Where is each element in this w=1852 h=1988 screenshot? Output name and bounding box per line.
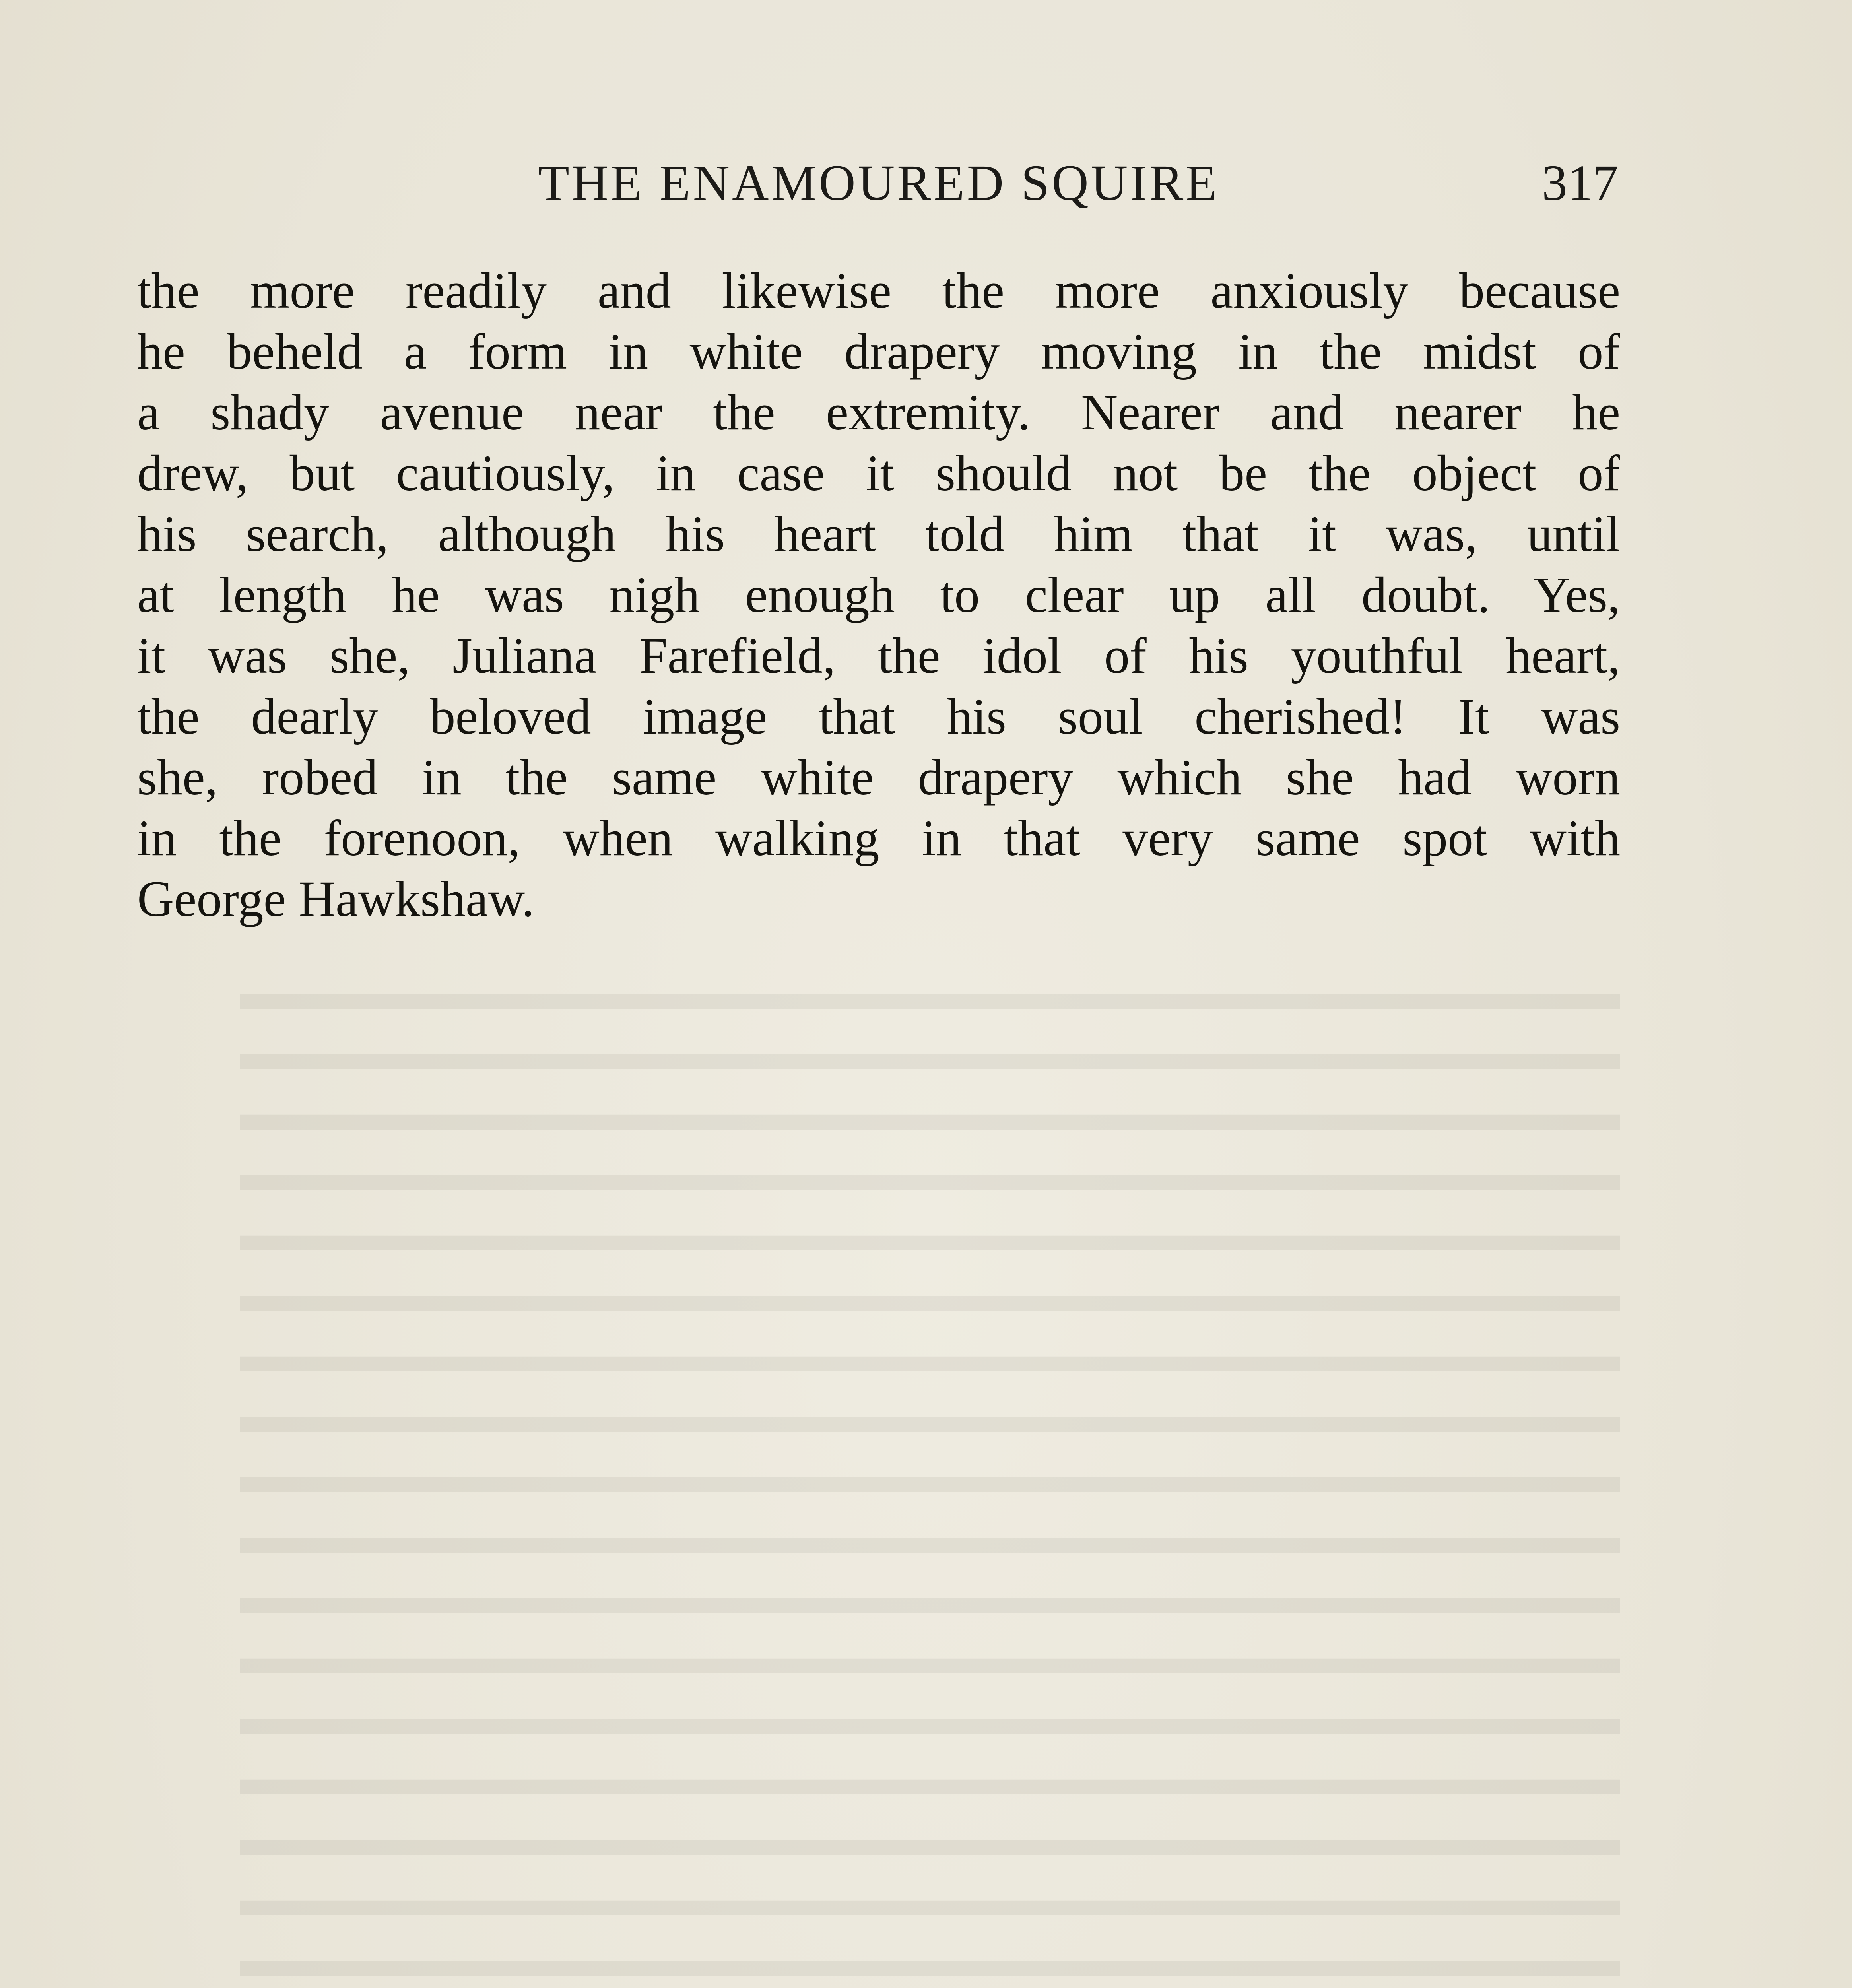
text-line: at length he was nigh enough to clear up all doubt. Yes, [137,567,1620,623]
text-line: the more readily and likewise the more anxiously because [137,262,1620,319]
text-line: drew, but cautiously, in case it should not be the object of [137,445,1620,501]
show-through-texture: ▬▬▬▬▬▬▬▬▬▬▬▬▬▬▬▬▬▬▬▬▬▬▬▬▬▬▬▬ ▬▬▬▬▬▬▬▬▬▬▬▬▬▬▬▬▬▬▬▬▬▬▬▬▬▬▬▬ ▬▬▬▬▬▬▬▬▬▬▬▬▬▬▬▬▬▬▬▬▬▬▬▬▬▬▬▬ ▬▬▬▬▬▬▬▬▬▬▬▬▬▬▬▬▬▬▬▬▬▬▬▬▬▬▬▬ ▬▬▬▬▬▬▬▬▬▬▬▬▬▬▬▬▬▬▬▬▬▬▬▬▬▬▬▬ ▬▬▬▬▬▬▬▬▬▬▬▬▬▬▬▬▬▬▬▬▬▬▬▬▬▬▬▬ ▬▬▬▬▬▬▬▬▬▬▬▬▬▬▬▬▬▬▬▬▬▬▬▬▬▬▬▬ ▬▬▬▬▬▬▬▬▬▬▬▬▬▬▬▬▬▬▬▬▬▬▬▬▬▬▬▬ ▬▬▬▬▬▬▬▬▬▬▬▬▬▬▬▬▬▬▬▬▬▬▬▬▬▬▬▬ ▬▬▬▬▬▬▬▬▬▬▬▬▬▬▬▬▬▬▬▬▬▬▬▬▬▬▬▬ ▬▬▬▬▬▬▬▬▬▬▬▬▬▬▬▬▬▬▬▬▬▬▬▬▬▬▬▬ ▬▬▬▬▬▬▬▬▬▬▬▬▬▬▬▬▬▬▬▬▬▬▬▬▬▬▬▬ ▬▬▬▬▬▬▬▬▬▬▬▬▬▬▬▬▬▬▬▬▬▬▬▬▬▬▬▬ ▬▬▬▬▬▬▬▬▬▬▬▬▬▬▬▬▬▬▬▬▬▬▬▬▬▬▬▬ ▬▬▬▬▬▬▬▬▬▬▬▬▬▬▬▬▬▬▬▬▬▬▬▬▬▬▬▬ ▬▬▬▬▬▬▬▬▬▬▬▬▬▬▬▬▬▬▬▬▬▬▬▬▬▬▬▬ ▬▬▬▬▬▬▬▬▬▬▬▬▬▬▬▬▬▬▬▬▬▬▬▬▬▬▬▬ [240,965,1620,1986]
page-number: 317 [1542,155,1618,211]
text-line: in the forenoon, when walking in that very same spot with [137,810,1620,866]
text-line: she, robed in the same white drapery which she had worn [137,749,1620,806]
text-line: his search, although his heart told him that it was, until [137,506,1620,562]
text-line: it was she, Juliana Farefield, the idol of his youthful heart, [137,627,1620,684]
running-head [139,147,1618,219]
body-text [137,260,1620,930]
text-line: a shady avenue near the extremity. Nearer and nearer he [137,384,1620,441]
text-line: he beheld a form in white drapery moving in the midst of [137,323,1620,380]
text-line: George Hawkshaw. [137,871,534,927]
text-line: the dearly beloved image that his soul cherished! It was [137,688,1620,745]
running-title: THE ENAMOURED SQUIRE [538,155,1219,211]
